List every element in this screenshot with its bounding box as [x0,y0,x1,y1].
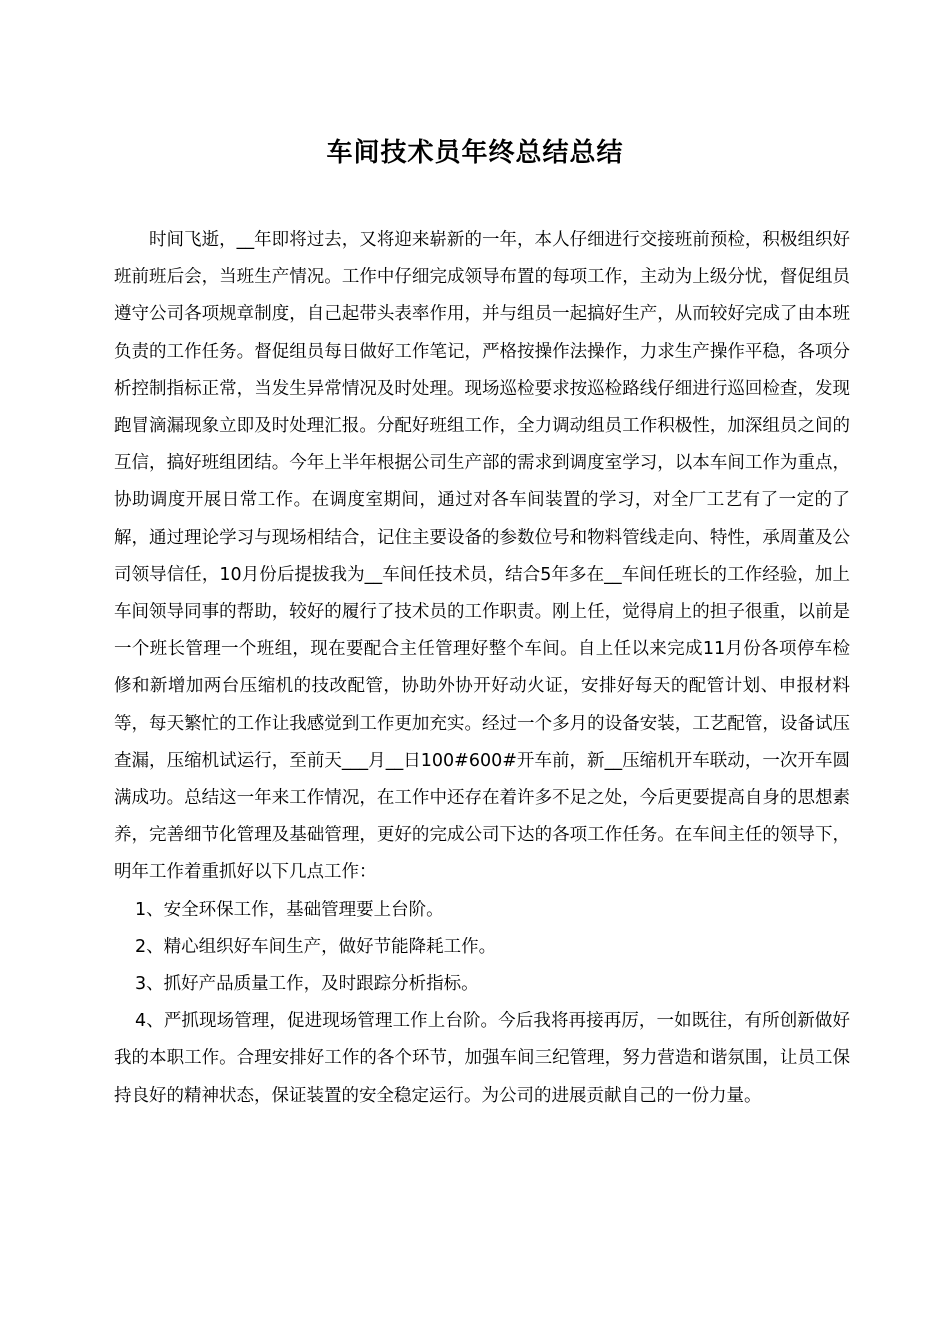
list-item-3: 3、抓好产品质量工作，及时跟踪分析指标。 [135,974,479,995]
list-item-2: 2、精心组织好车间生产，做好节能降耗工作。 [135,936,497,957]
list-item-4: 4、严抓现场管理，促进现场管理工作上台阶。今后我将再接再厉，一如既往，有所创新做好我的本职工作。合理安排好工作的各个环节，加强车间三纪管理，努力营造和谐氛围，让员工保持良好的精神状态，保证装置的安全稳定运行。为公司的进展贡献自己的一份力量。 [114,1011,850,1106]
document-title: 车间技术员年终总结总结 [326,138,624,168]
body-paragraph: 时间飞逝，__年即将过去，又将迎来崭新的一年，本人仔细进行交接班前预检，积极组织好班前班后会，当班生产情况。工作中仔细完成领导布置的每项工作，主动为上级分忧，督促组员遵守公司各项规章制度，自己起带头表率作用，并与组员一起搞好生产，从而较好完成了由本班负责的工作任务。督促组员每日做好工作笔记，严格按操作法操作，力求生产操作平稳，各项分析控制指标正常，当发生异常情况及时处理。现场巡检要求按巡检路线仔细进行巡回检查，发现跑冒滴漏现象立即及时处理汇报。分配好班组工作，全力调动组员工作积极性，加深组员之间的互信，搞好班组团结。今年上半年根据公司生产部的需求到调度室学习，以本车间工作为重点，协助调度开展日常工作。在调度室期间，通过对各车间装置的学习，对全厂工艺有了一定的了解，通过理论学习与现场相结合，记住主要设备的参数位号和物料管线走向、特性，承周董及公司领导信任，10月份后提拔我为__车间任技术员，结合5年多在__车间任班长的工作经验，加上车间领导同事的帮助，较好的履行了技术员的工作职责。刚上任，觉得肩上的担子很重，以前是一个班长管理一个班组，现在要配合主任管理好整个车间。自上任以来完成11月份各项停车检修和新增加两台压缩机的技改配管，协助外协开好动火证，安排好每天的配管计划、申报材料等，每天繁忙的工作让我感觉到工作更加充实。经过一个多月的设备安装，工艺配管，设备试压查漏，压缩机试运行，至前天___月__日100#600#开车前，新__压缩机开车联动，一次开车圆满成功。总结这一年来工作情况，在工作中还存在着许多不足之处，今后更要提高自身的思想素养，完善细节化管理及基础管理，更好的完成公司下达的各项工作任务。在车间主任的领导下，明年工作着重抓好以下几点工作： [114,230,850,883]
document-body [114,222,850,1115]
list-item-1: 1、安全环保工作，基础管理要上台阶。 [135,899,444,920]
